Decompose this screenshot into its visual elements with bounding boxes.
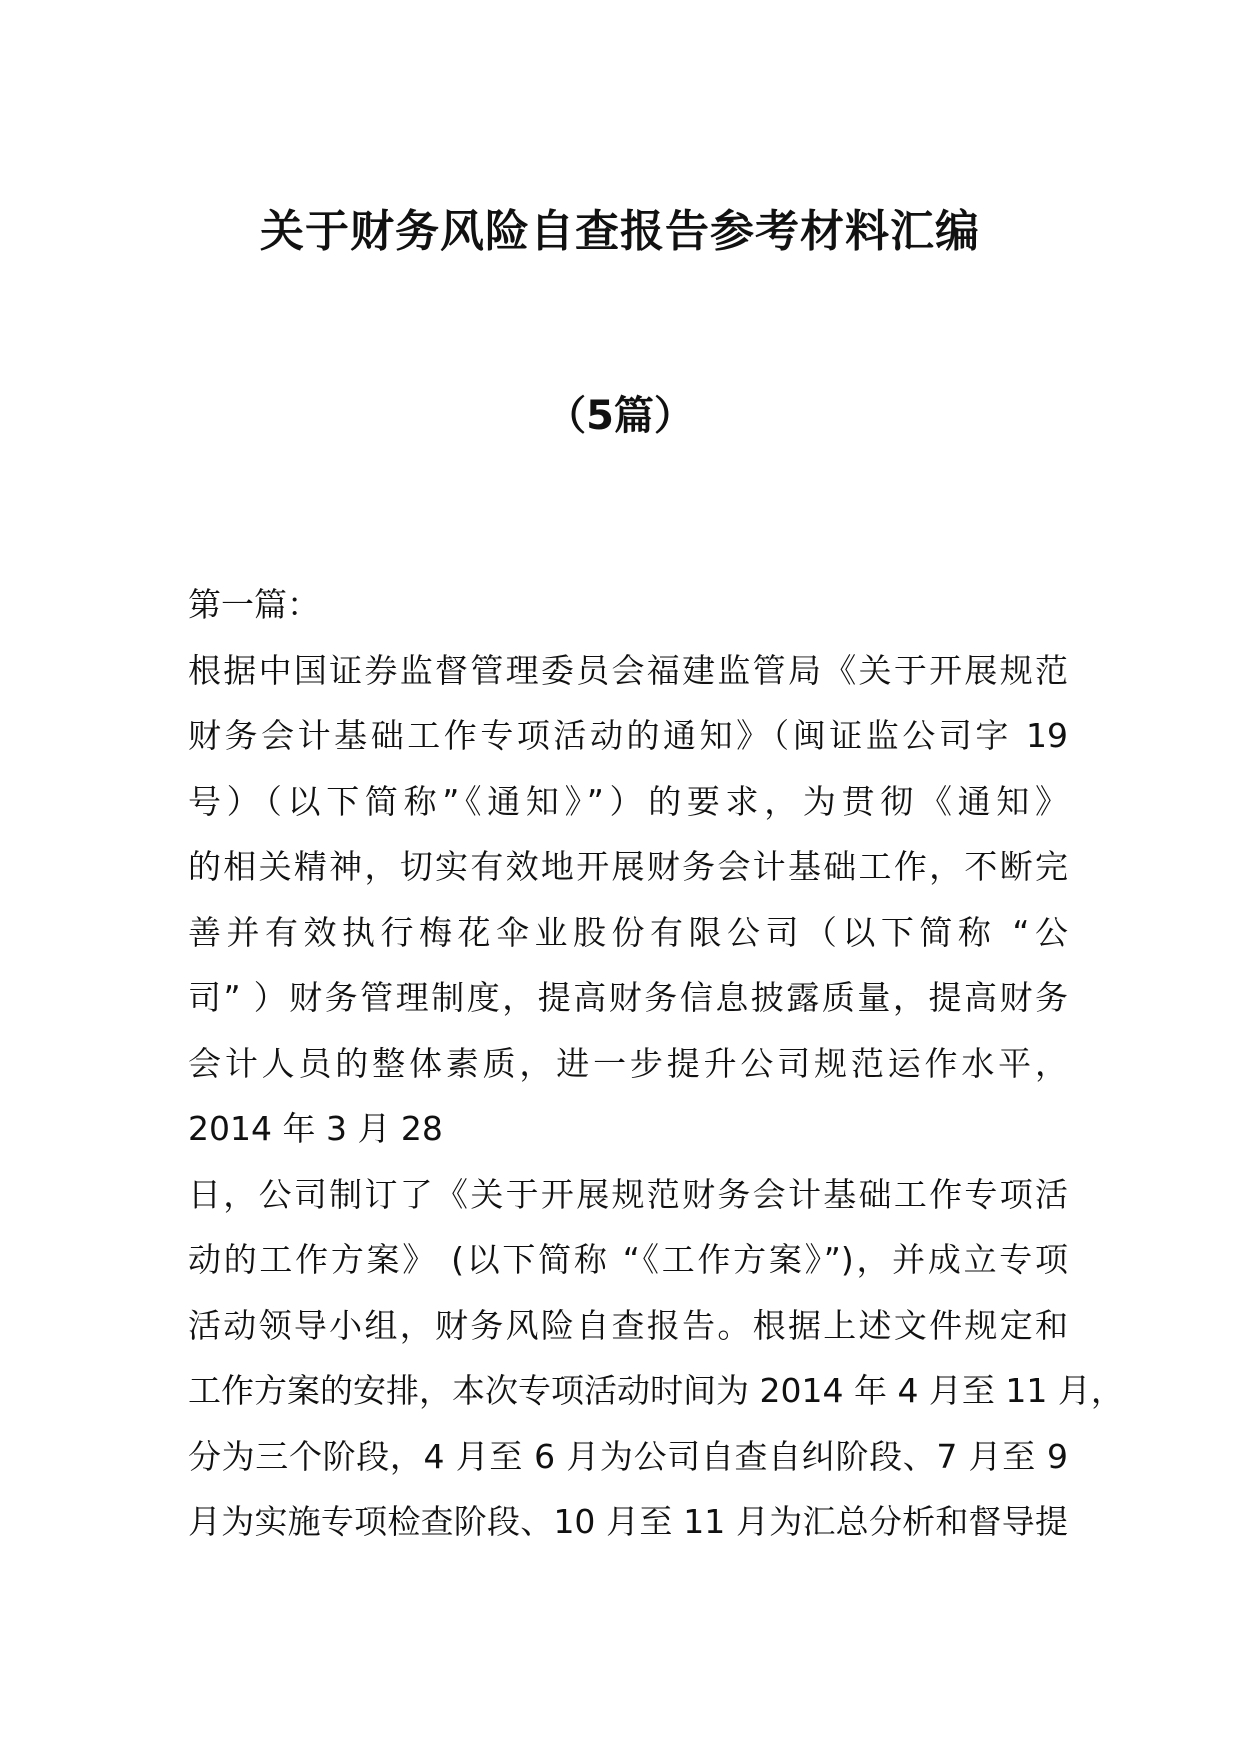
paragraph-line: 号）（以下简称”《通知》”）的要求，为贯彻《通知》 — [188, 781, 1068, 821]
paragraph-line: 善并有效执行梅花伞业股份有限公司（以下简称 “公 — [188, 912, 1068, 952]
document-subtitle: （5篇） — [546, 393, 694, 439]
paragraph-line: 日，公司制订了《关于开展规范财务会计基础工作专项活 — [188, 1174, 1068, 1214]
paragraph-line: 动的工作方案》 (以下简称 “《工作方案》”)，并成立专项 — [188, 1240, 1068, 1279]
paragraph-line: 根据中国证券监督管理委员会福建监管局《关于开展规范 — [188, 650, 1068, 690]
paragraph-line: 会计人员的整体素质，进一步提升公司规范运作水平， — [188, 1043, 1068, 1083]
paragraph-line: 财务会计基础工作专项活动的通知》（闽证监公司字 19 — [188, 716, 1068, 755]
paragraph-line: 司” ）财务管理制度，提高财务信息披露质量，提高财务 — [188, 978, 1068, 1017]
document-body — [188, 572, 1124, 1555]
paragraph-line: 2014 年 3 月 28 — [188, 1109, 443, 1148]
paragraph-line: 活动领导小组，财务风险自查报告。根据上述文件规定和 — [188, 1305, 1068, 1345]
document-title: 关于财务风险自查报告参考材料汇编 — [260, 206, 980, 257]
paragraph-line: 的相关精神，切实有效地开展财务会计基础工作，不断完 — [188, 847, 1068, 886]
paragraph-line: 月为实施专项检查阶段、10 月至 11 月为汇总分析和督导提 — [188, 1502, 1068, 1541]
paragraph-line: 分为三个阶段，4 月至 6 月为公司自查自纠阶段、7 月至 9 — [188, 1436, 1068, 1476]
section-heading: 第一篇： — [188, 585, 320, 624]
paragraph-line: 工作方案的安排，本次专项活动时间为 2014 年 4 月至 11 月， — [188, 1371, 1124, 1410]
